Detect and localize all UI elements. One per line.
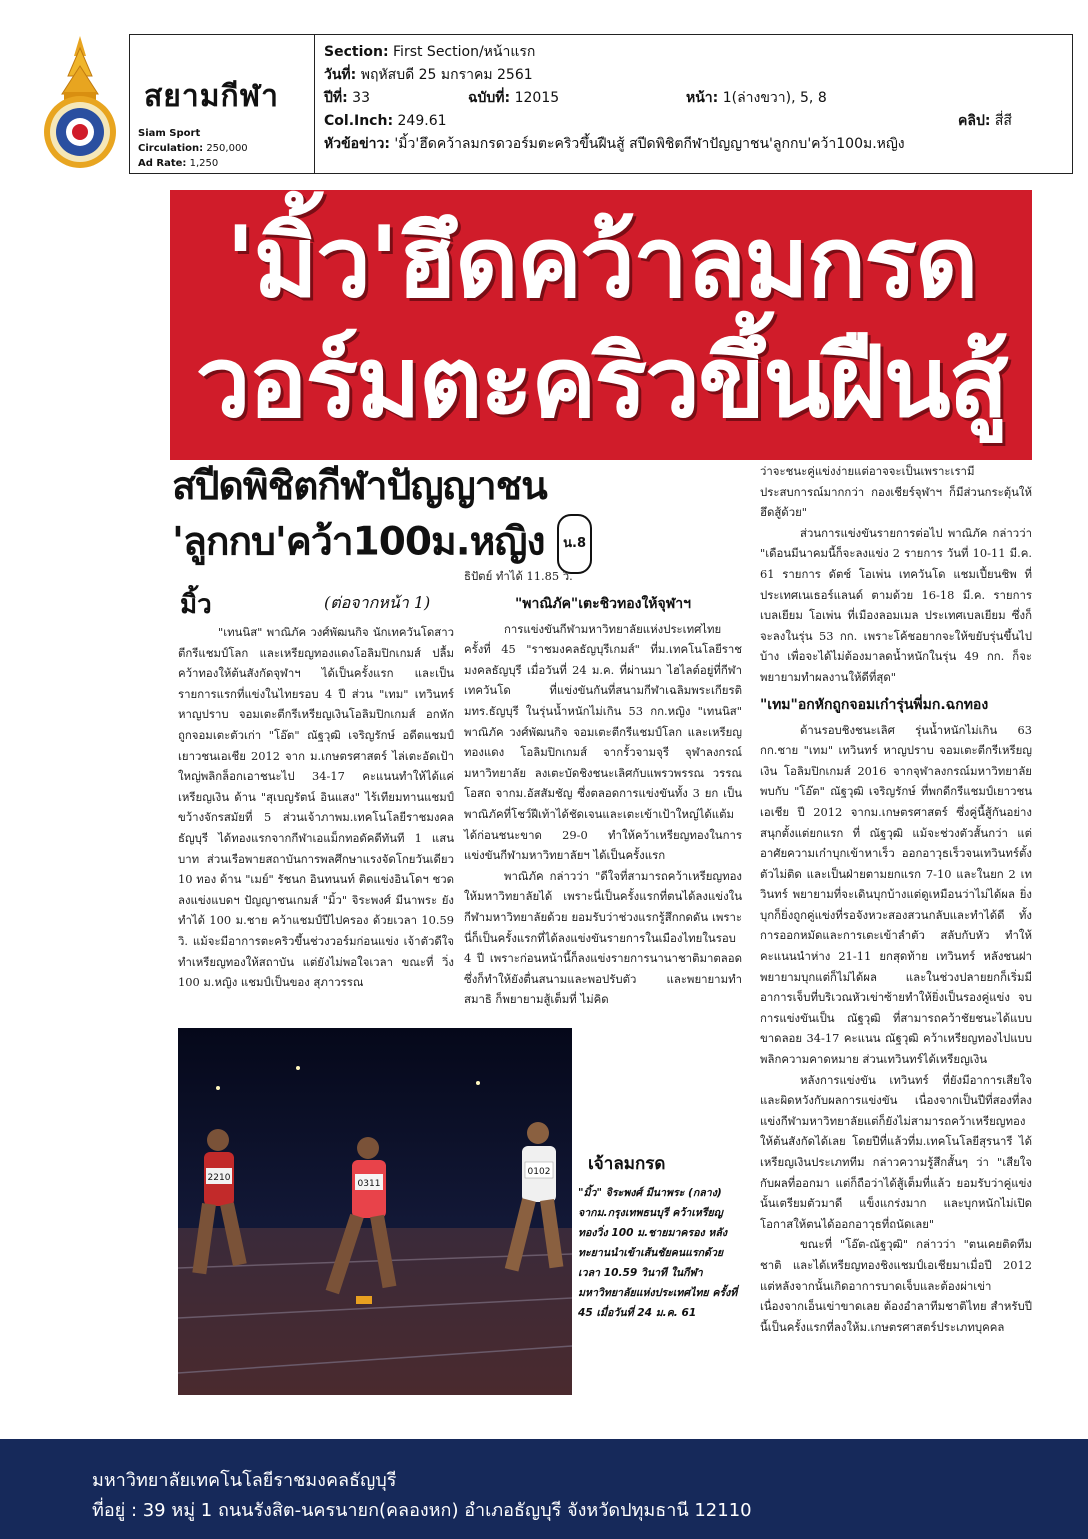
headline-banner xyxy=(170,190,1032,460)
newspaper-name-en: Siam Sport xyxy=(138,128,201,139)
paragraph: ขณะที่ "โอ๊ต-ณัฐวุฒิ" กล่าวว่า "ตนเคยติดทีมชาติ และได้เหรียญทองชิงแชมป์เอเชียมาเมื่อปี 2012 แต่หลังจากนั้นเกิดอาการบาดเจ็บและต้องผ่าเข่าเนื่องจากเอ็นเข่าขาดเลย ต้องอำลาทีมชาติไทย สำหรับปีนี้เป็นครั้งแรกที่ลงให้ม.เกษตรศาสตร์ประเภทบุคคล xyxy=(760,1237,1032,1334)
photo-caption xyxy=(578,1150,738,1323)
paragraph: ว่าจะชนะคู่แข่งง่ายแต่อาจจะเป็นเพราะเรามีประสบการณ์มากกว่า กองเชียร์จุฬาฯ ก็มีส่วนกระตุ้นให้ฮึดสู้ด้วย" xyxy=(760,464,1032,520)
ad-rate: Ad Rate: 1,250 xyxy=(138,158,219,169)
clipping-metadata-box xyxy=(129,34,1073,174)
article-column-1 xyxy=(178,622,454,993)
date-row: วันที่: พฤหัสบดี 25 มกราคม 2561 xyxy=(324,67,533,83)
paragraph: หลังการแข่งขัน เทวินทร์ ที่ยังมีอาการเสียใจและผิดหวังกับผลการแข่งขัน เนื่องจากเป็นปีที่สองที่ลงแข่งกีฬามหาวิทยาลัยแต่ก็ยังไม่สามารถคว้าเหรียญทองให้ต้นสังกัดได้เลย โดยปีที่แล้วที่ม.เทคโนโลยีสุรนารี ได้เหรียญเงินประเภททีม กล่าวความรู้สึกสั้นๆ ว่า "เสียใจกับผลที่ออกมา แต่ก็ถือว่าได้สู้เต็มที่แล้ว ยอมรับว่าคู่แข่งนั้นเตรียมตัวมาดี แข็งแกร่งมาก และบุกหนักไม่เปิดโอกาสให้ตนได้ออกอาวุธที่ถนัดเลย" xyxy=(760,1072,1032,1231)
subheadline-line-1: สปีดพิชิตกีฬาปัญญาชน xyxy=(172,464,547,509)
section-row: Section: First Section/หน้าแรก xyxy=(324,44,536,60)
paragraph: ธิปัตย์ ทำได้ 11.85 วิ. xyxy=(464,569,573,583)
caption-text: "มิ้ว" จิระพงศ์ มีนาพระ (กลาง) จากม.กรุงเทพธนบุรี คว้าเหรียญทองวิ่ง 100 ม.ชายมาครอง หลังทะยานนำเข้าเส้นชัยคนแรกด้วยเวลา 10.59 วินาที ในกีฬามหาวิทยาลัยแห่งประเทศไทย ครั้งที่ 45 เมื่อวันที่ 24 ม.ค. 61 xyxy=(578,1187,738,1319)
paragraph: การแข่งขันกีฬามหาวิทยาลัยแห่งประเทศไทย ครั้งที่ 45 "ราชมงคลธัญบุรีเกมส์" ที่ม.เทคโนโลยีราชมงคลธัญบุรี เมื่อวันที่ 24 ม.ค. ที่ผ่านมา ไฮไลต์อยู่ที่กีฬาเทควันโด ที่แข่งขันกันที่สนามกีฬาเฉลิมพระเกียรติ มทร.ธัญบุรี ในรุ่นน้ำหนักไม่เกิน 53 กก.หญิง "เทนนิส" พาณิภัค วงศ์พัฒนกิจ จอมเตะตีกรีแชมป์โลก และเหรียญทองแดง โอลิมปิกเกมส์ จากรั้วจามจุรี จุฬาลงกรณ์มหาวิทยาลัย ลงเตะบัดชิงชนะเลิศกับแพรวพรรณ วรรณโอสถ จากม.อัสสัมชัญ ซึ่งตลอดการแข่งขันทั้ง 3 ยก เป็นพาณิภัคที่โชว์ฝีเท้าได้ชัดเจนและเตะเข้าเป้าใหญ่ได้แต้มได้ก่อนชนะขาด 29-0 ทำให้คว้าเหรียญทองในการแข่งขันกีฬามหาวิทยาลัยฯ ได้เป็นครั้งแรก xyxy=(464,621,742,863)
section-heading: "เทม"อกหักถูกจอมเก๋ารุ่นพี่มก.ฉกทอง xyxy=(760,696,989,713)
clipping-details xyxy=(324,41,1064,156)
footer-bar xyxy=(0,1439,1088,1539)
circulation: Circulation: 250,000 xyxy=(138,143,248,154)
continued-from: (ต่อจากหน้า 1) xyxy=(324,593,431,612)
publication-info xyxy=(130,35,315,173)
bib-number: 0102 xyxy=(527,1167,551,1177)
newspaper-name: สยามกีฬา xyxy=(144,79,280,114)
subheadline xyxy=(172,460,752,574)
paragraph: "เทนนิส" พาณิภัค วงศ์พัฒนกิจ นักเทควันโดสาวตีกรีแชมป์โลก และเหรียญทองแดงโอลิมปิกเกมส์ ปลื้มคว้าทองให้ต้นสังกัดจุฬาฯ ได้เป็นครั้งแรก และเป็นรายการแรกที่แข่งในไทยรอบ 4 ปี ส่วน "เทม" เทวินทร์ หาญปราบ จอมเตะตีกรีเหรียญเงินโอลิมปิกเกมส์ อกหักถูกจอมเตะตัวเก่า "โอ๊ต" ณัฐวุฒิ เจริญรักษ์ อดีตแชมป์เยาวชนเอเชีย 2012 จาก ม.เกษตรศาสตร์ ไล่เตะอัดเป้าใหญ่พลิกล็อกเอาชนะไป 34-17 คะแนนทำให้ได้แค่เหรียญเงิน ด้าน "สุเบญรัตน์ อินแสง" ไร้เทียมทานแชมป์ขว้างจักรสมัยที่ 5 ส่วนเจ้าภาพม.เทคโนโลยีราชมงคลธัญบุรี ได้ทองแรกจากกีฬาเอแม็กทอดัคดีทันที 1 แสนบาท ส่วนเรือพายสถาบันการพลศึกษาแรงจัดโกยวันเดียว 10 ทอง ด้าน "เมย์" รัชนก อินทนนท์ ติดแข่งอินโดฯ ชวดลงแข่งแบดฯ ปัญญาชนเกมส์ "มิ้ว" จิระพงศ์ มีนาพระ ยังทำได้ 100 ม.ชาย คว้าแชมป์ปีไปครอง ด้วยเวลา 10.59 วิ. แม้จะมีอาการตะคริวขึ้นช่วงวอร์มก่อนแข่ง เจ้าตัวดีใจทำเหรียญทองให้สถาบัน แต่ยังไม่พอใจเวลา ขณะที่ วิ่ง 100 ม.หญิง แชมป์เป็นของ สุภาวรรณ xyxy=(178,625,454,990)
footer-address: ที่อยู่ : 39 หมู่ 1 ถนนรังสิต-นครนายก(คลองหก) อำเภอธัญบุรี จังหวัดปทุมธานี 12110 xyxy=(92,1500,752,1521)
issue-row: ปีที่: 33 ฉบับที่: 12015 หน้า: 1(ล่างขวา), 5, 8 xyxy=(324,90,827,106)
paragraph: ส่วนการแข่งขันรายการต่อไป พาณิภัค กล่าวว่า "เดือนมีนาคมนี้ก็จะลงแข่ง 2 รายการ วันที่ 10-11 มี.ค. 61 รายการ ดัตช์ โอเพ่น เทควันโด แชมเปี้ยนชิพ ที่ประเทศเนเธอร์แลนด์ ตามด้วย 16-18 มี.ค. รายการ เบลเยียม โอเพ่น ที่เมืองลอมเมล ประเทศเบลเยียม ซึ่งก็จะลงในรุ่น 53 กก. เพราะโค้ชอยากจะให้ขยับรุ่นขึ้นไปบ้าง เพื่อจะได้ไม่ต้องมาลดน้ำหนักในรุ่น 49 กก. ก็จะพยายามทำผลงานให้ดีที่สุด" xyxy=(760,525,1032,684)
colinch-row: Col.Inch: 249.61 คลิป: สี่สี xyxy=(324,113,1012,129)
headline-line-1: 'มิ้ว'ฮึดคว้าลมกรด xyxy=(225,205,977,320)
article-column-2 xyxy=(464,566,742,1010)
paragraph: พาณิภัค กล่าวว่า "ดีใจที่สามารถคว้าเหรียญทองให้มหาวิทยาลัยได้ เพราะนี่เป็นครั้งแรกที่ตนได้ลงแข่งในกีฬามหาวิทยาลัยด้วย ยอมรับว่าช่วงแรกรู้สึกกดดัน เพราะนี่ก็เป็นครั้งแรกที่ได้ลงแข่งขันรายการในเมืองไทยในรอบ 4 ปี เพราะก่อนหน้านี้ก็ลงแข่งรายการนานาชาติมาตลอด ซึ่งก็ทำให้ยังตื่นสนามและพอปรับตัว และพยายามทำสมาธิ ก็พยายามสู้เต็มที่ ไม่คิด xyxy=(464,868,742,1007)
bib-number: 0311 xyxy=(357,1179,381,1189)
caption-title: เจ้าลมกรด xyxy=(588,1154,666,1174)
paragraph: ด้านรอบชิงชนะเลิศ รุ่นน้ำหนักไม่เกิน 63 กก.ชาย "เทม" เทวินทร์ หาญปราบ จอมเตะตีกรีเหรียญเงิน โอลิมปิกเกมส์ 2016 จากจุฬาลงกรณ์มหาวิทยาลัย พบกับ "โอ๊ต" ณัฐวุฒิ เจริญรักษ์ ที่พกดีกรีแชมป์เยาวชนเอเชีย ปี 2012 จากม.เกษตรศาสตร์ ซึ่งคู่นี้สู้กันอย่างสนุกตั้งแต่ยกแรก ที่ ณัฐวุฒิ แม้จะช่วงตัวสั้นกว่า แต่อาศัยความเก๋าบุกเข้าหาเร็ว ออกอาวุธเร็วจนเทวินทร์ตั้งตัวไม่ติด และเป็นฝ่ายตามยกแรก 7-10 และในยก 2 เทวินทร์ พยายามที่จะเดินบุกบ้างแต่ดูเหมือนว่าไม่ได้ผล ยิ่งบุกก็ยิ่งถูกคู่แข่งที่รอจังหวะสองสวนกลับและทำได้ดี ทั้งการออกหมัดและการเตะเข้าลำตัว สลับกับหัว ทำให้คะแนนนำห่าง 21-11 ยกสุดท้าย เทวินทร์ หลังชนฝาพยายามบุกแต่ก็ไม่ได้ผล และในช่วงปลายยกก็เริ่มมีอาการเจ็บที่บริเวณหัวเข่าซ้ายทำให้ยิ่งเป็นรองคู่แข่ง จบการแข่งขันเป็น ณัฐวุฒิ ที่สามารถคว้าชัยชนะได้แบบขาดลอย 34-17 คะแนน ณัฐวุฒิ คว้าเหรียญทองไปแบบพลิกความคาดหมาย ส่วนเทวินทร์ได้เหรียญเงิน xyxy=(760,722,1032,1067)
university-seal-logo xyxy=(40,34,120,170)
headline-row: หัวข้อข่าว: 'มิ้ว'ฮึดคว้าลมกรดวอร์มตะคริวขึ้นฝืนสู้ สปีดพิชิตกีฬาปัญญาชน'ลูกกบ'คว้า100ม.หญิง xyxy=(324,136,905,152)
section-heading: "พาณิภัค"เตะชิวทองให้จุฬาฯ xyxy=(514,595,692,612)
page-reference-badge: น.8 xyxy=(557,514,592,574)
bib-number: 2210 xyxy=(207,1173,231,1183)
kicker: มิ้ว xyxy=(180,590,212,620)
footer-university: มหาวิทยาลัยเทคโนโลยีราชมงคลธัญบุรี xyxy=(92,1470,397,1491)
article-column-3 xyxy=(760,461,1032,1337)
sprinters-photo xyxy=(178,1028,572,1395)
subheadline-line-2: 'ลูกกบ'คว้า100ม.หญิง น.8 xyxy=(172,514,752,574)
headline-line-2: วอร์มตะคริวขึ้นฝืนสู้ xyxy=(195,325,1007,440)
